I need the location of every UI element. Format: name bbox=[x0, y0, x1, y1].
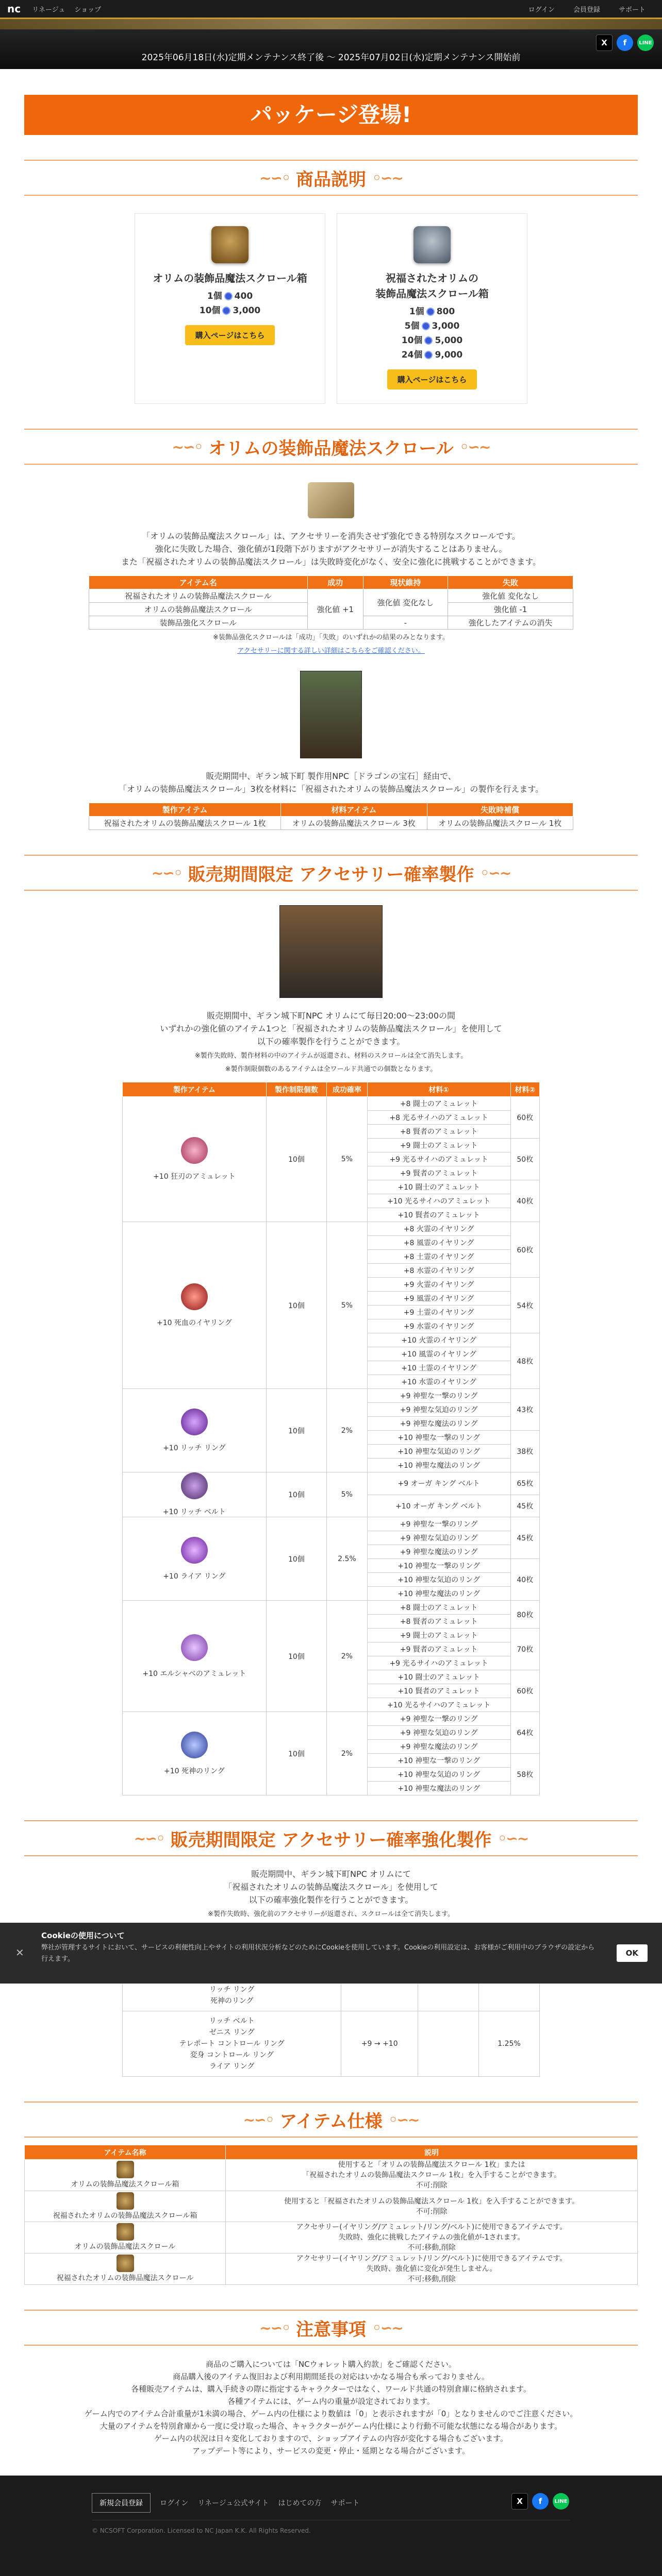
material-cell: +10 神聖な一撃のリング bbox=[367, 1431, 510, 1445]
column-header: 製作制限個数 bbox=[266, 1082, 326, 1097]
material-cell: +9 神聖な気迫のリング bbox=[367, 1726, 510, 1740]
column-header: 製作アイテム bbox=[89, 803, 281, 817]
material-cell: +8 闘士のアミュレット bbox=[367, 1097, 510, 1111]
scroll-count-cell: 43枚 bbox=[510, 1389, 539, 1431]
table-row bbox=[25, 2222, 638, 2253]
footer-beginner-link[interactable]: はじめての方 bbox=[278, 2499, 322, 2507]
material-cell: +9 風霊のイヤリング bbox=[367, 1292, 510, 1306]
limit-cell: 10個 bbox=[266, 1097, 326, 1222]
rate-cell: 5% bbox=[327, 1222, 368, 1389]
scroll-count-cell: 70枚 bbox=[510, 1629, 539, 1670]
section-title-prob-enhance: ~∽◦ 販売期間限定 アクセサリー確率強化製作 ◦∽~ bbox=[24, 1820, 638, 1856]
coin-icon bbox=[222, 307, 230, 315]
rate-cell: 2% bbox=[327, 1601, 368, 1712]
table-row bbox=[25, 2160, 638, 2191]
table-row bbox=[123, 1097, 540, 1111]
cell: オリムの装飾品魔法スクロール 3枚 bbox=[281, 817, 427, 830]
accessory-detail-link[interactable]: アクセサリーに関する詳しい詳細はこちらをご確認ください。 bbox=[237, 647, 425, 655]
product-box bbox=[135, 213, 325, 404]
cookie-title: Cookieの使用について bbox=[41, 1931, 125, 1940]
material-cell: +9 光るサイハのアミュレット bbox=[367, 1153, 510, 1166]
scroll-count-cell: 58枚 bbox=[510, 1754, 539, 1795]
material-cell: +9 火霊のイヤリング bbox=[367, 1278, 510, 1292]
item-desc-cell: アクセサリー(イヤリング/アミュレット/リング/ベルト)に使用できるアイテムです。 失敗時、強化値に変化が発生しません。 不可:移動,削除 bbox=[226, 2253, 638, 2285]
product-name: 祝福されたオリムの 装飾品魔法スクロール箱 bbox=[375, 272, 489, 300]
cell: 強化値 -1 bbox=[448, 603, 573, 616]
nc-logo[interactable]: nc bbox=[7, 3, 21, 15]
prob-enhance-description: 販売期間中、ギラン城下町NPC オリムにて 「祝福されたオリムの装飾品魔法スクロール」を使用して 以下の確率強化製作を行うことができます。 bbox=[224, 1869, 438, 1905]
nav-link-shop[interactable]: ショップ bbox=[74, 6, 102, 14]
column-header: 材料② bbox=[510, 1082, 539, 1097]
table-row bbox=[123, 1472, 540, 1495]
scroll-description: 「オリムの装飾品魔法スクロール」は、アクセサリーを消失させず強化できる特別なスクロールです。 強化に失敗した場合、強化値が1段階下がりますがアクセサリーが消失することはありません。 また「祝福されたオリムの装飾品魔法スクロール」は失敗時変化がなく、安全に強化に挑戦することができます。 bbox=[121, 531, 541, 567]
cell: - bbox=[363, 616, 448, 630]
scroll-count-cell: 48枚 bbox=[510, 1333, 539, 1389]
scroll-count-cell: 40枚 bbox=[510, 1180, 539, 1222]
material-cell: +8 闘士のアミュレット bbox=[367, 1601, 510, 1615]
cell: 強化値 変化なし bbox=[448, 589, 573, 603]
product-box bbox=[337, 213, 527, 404]
material-cell: +10 オーガ キング ベルト bbox=[367, 1495, 510, 1517]
prob-craft-description: 販売期間中、ギラン城下町NPC オリムにて毎日20:00～23:00の間 いずれかの強化値のアイテム1つと「祝福されたオリムの装飾品魔法スクロール」を使用して 以下の確率製作を行うことができます。 bbox=[160, 1011, 502, 1046]
material-cell: +10 賢者のアミュレット bbox=[367, 1684, 510, 1698]
price-list: 1個 400 10個 3,000 bbox=[199, 291, 261, 316]
material-cell: +10 神聖な気迫のリング bbox=[367, 1445, 510, 1459]
material-cell: +8 土霊のイヤリング bbox=[367, 1250, 510, 1264]
target-items-cell: リッチ リング 死神のリング bbox=[123, 1946, 341, 2011]
close-icon[interactable]: ✕ bbox=[15, 1946, 24, 1959]
material-cell: +10 風霊のイヤリング bbox=[367, 1347, 510, 1361]
craft-description: 販売期間中、ギラン城下町 製作用NPC［ドラゴンの宝石］経由で、 「オリムの装飾品魔法スクロール」3枚を材料に「祝福されたオリムの装飾品魔法スクロール」の製作を行えます。 bbox=[118, 771, 544, 794]
column-header: アイテム名称 bbox=[25, 2145, 226, 2160]
note-item: アップデート等により、サービスの変更・停止・延期となる場合がございます。 bbox=[192, 2446, 470, 2455]
cell: オリムの装飾品魔法スクロール bbox=[89, 603, 308, 616]
material-cell: +9 神聖な魔法のリング bbox=[367, 1545, 510, 1559]
enhance-result-table bbox=[89, 575, 573, 630]
scroll-count-cell: 60枚 bbox=[510, 1097, 539, 1139]
material-cell: +10 神聖な一撃のリング bbox=[367, 1754, 510, 1768]
olim-npc-screenshot bbox=[279, 905, 383, 998]
maintenance-banner bbox=[0, 18, 662, 69]
table-row bbox=[123, 2011, 540, 2077]
scroll-count-cell: 54枚 bbox=[510, 1278, 539, 1333]
table-row bbox=[123, 1389, 540, 1403]
cell: 強化値 変化なし bbox=[363, 589, 448, 616]
material-cell: +10 賢者のアミュレット bbox=[367, 1208, 510, 1222]
material-cell: +9 水霊のイヤリング bbox=[367, 1319, 510, 1333]
material-cell: +10 神聖な魔法のリング bbox=[367, 1587, 510, 1601]
material-cell: +9 神聖な一撃のリング bbox=[367, 1712, 510, 1726]
table-row bbox=[123, 1601, 540, 1615]
column-header: 成功確率 bbox=[327, 1082, 368, 1097]
copyright: © NCSOFT Corporation. Licensed to NC Japan K.K. All Rights Reserved. bbox=[92, 2527, 311, 2534]
material-cell: +10 神聖な気迫のリング bbox=[367, 1573, 510, 1587]
item-icon bbox=[181, 1283, 208, 1310]
item-icon bbox=[117, 2223, 134, 2241]
material-cell: +9 神聖な一撃のリング bbox=[367, 1517, 510, 1531]
limit-cell: 10個 bbox=[266, 1472, 326, 1517]
scroll-count-cell: 50枚 bbox=[510, 1139, 539, 1180]
cell: 装飾品強化スクロール bbox=[89, 616, 308, 630]
rate-cell: 5% bbox=[327, 1097, 368, 1222]
material-cell: +10 神聖な魔法のリング bbox=[367, 1459, 510, 1472]
price-list: 1個 800 5個 3,000 10個 5,000 24個 9,000 bbox=[401, 307, 463, 360]
section-title-scroll: ~∽◦ オリムの装飾品魔法スクロール ◦∽~ bbox=[24, 429, 638, 465]
prob-craft-table bbox=[122, 1082, 540, 1795]
cell: 祝福されたオリムの装飾品魔法スクロール 1枚 bbox=[89, 817, 281, 830]
material-cell: +10 光るサイハのアミュレット bbox=[367, 1194, 510, 1208]
section-title-prob-craft: ~∽◦ 販売期間限定 アクセサリー確率製作 ◦∽~ bbox=[24, 855, 638, 891]
scroll-image bbox=[308, 482, 354, 518]
material-cell: +9 オーガ キング ベルト bbox=[367, 1472, 510, 1495]
t1-note: ※装飾品強化スクロールは「成功」「失敗」のいずれかの結果のみとなります。 bbox=[212, 634, 450, 641]
table-row bbox=[123, 1222, 540, 1236]
limit-cell: 10個 bbox=[266, 1517, 326, 1601]
item-icon bbox=[181, 1537, 208, 1564]
material-cell: +9 神聖な気迫のリング bbox=[367, 1403, 510, 1417]
item-icon bbox=[181, 1732, 208, 1758]
target-items-cell: リッチ ベルト ゼニス リング テレポート コントロール リング 変身 コントロール リング ライア リング bbox=[123, 2011, 341, 2077]
column-header: 現状維持 bbox=[363, 576, 448, 589]
material-cell: +10 神聖な一撃のリング bbox=[367, 1559, 510, 1573]
note-item: ゲーム内でのアイテム合計重量が1未満の場合、ゲーム内の仕様により数値は「0」と表示されますが「0」となりませんのでご注意ください。 bbox=[84, 2409, 578, 2418]
product-boxes bbox=[24, 213, 638, 404]
cell: 強化したアイテムの消失 bbox=[448, 616, 573, 630]
login-link[interactable]: ログイン bbox=[528, 6, 555, 14]
item-name-cell: 祝福されたオリムの装飾品魔法スクロール箱 bbox=[25, 2191, 226, 2222]
craft-item-cell: +10 リッチ リング bbox=[123, 1389, 267, 1472]
facebook-share-icon[interactable]: f bbox=[617, 35, 633, 51]
nav-link-lineage[interactable]: リネージュ bbox=[32, 6, 65, 14]
craft-item-cell: +10 死血のイヤリング bbox=[123, 1222, 267, 1389]
prob-enhance-note: ※製作失敗時、強化前のアクセサリーが返還され、スクロールは全て消失します。 bbox=[208, 1910, 454, 1918]
share-buttons bbox=[596, 35, 654, 51]
column-header: 失敗時補償 bbox=[427, 803, 573, 817]
column-header: 失敗 bbox=[448, 576, 573, 589]
table-row bbox=[25, 2253, 638, 2285]
buy-button[interactable]: 購入ページはこちら bbox=[387, 369, 477, 389]
note-item: 大量のアイテムを特別倉庫から一度に受け取った場合、キャラクターがゲーム内仕様により行動不可能な状態になる場合があります。 bbox=[100, 2421, 562, 2431]
buy-button[interactable]: 購入ページはこちら bbox=[185, 325, 275, 345]
scroll-count-cell: 45枚 bbox=[510, 1495, 539, 1517]
scroll-count-cell: 65枚 bbox=[510, 1472, 539, 1495]
item-icon bbox=[117, 2255, 134, 2272]
note-item: 商品購入後のアイテム復旧および利用期間延長の対応はいかなる場合も承っておりません。 bbox=[173, 2372, 489, 2381]
support-link[interactable]: サポート bbox=[618, 6, 646, 14]
item-icon bbox=[117, 2192, 134, 2210]
coin-icon bbox=[224, 292, 233, 300]
scroll-count-cell: 64枚 bbox=[510, 1712, 539, 1754]
rate-cell: 2% bbox=[327, 1712, 368, 1795]
material-cell: +10 闘士のアミュレット bbox=[367, 1180, 510, 1194]
npc-screenshot bbox=[300, 671, 362, 758]
item-icon bbox=[117, 2161, 134, 2178]
item-desc-cell: アクセサリー(イヤリング/アミュレット/リング/ベルト)に使用できるアイテムです。 失敗時、強化に挑戦したアイテムの強化値が-1されます。 不可:移動,削除 bbox=[226, 2222, 638, 2253]
box-icon bbox=[413, 226, 451, 263]
cell: 強化値 +1 bbox=[307, 589, 363, 630]
prob-craft-note-1: ※製作失敗時、製作材料の中のアイテムが返還され、材料のスクロールは全て消失します。 bbox=[194, 1052, 468, 1060]
top-nav bbox=[0, 0, 662, 18]
line-share-icon[interactable]: LINE bbox=[637, 35, 654, 51]
footer-x-icon[interactable]: X bbox=[511, 2493, 528, 2510]
column-header: 説明 bbox=[226, 2145, 638, 2160]
material-cell: +9 闘士のアミュレット bbox=[367, 1139, 510, 1153]
enhance-value-cell: +9 → +10 bbox=[341, 2011, 418, 2077]
cell: オリムの装飾品魔法スクロール 1枚 bbox=[427, 817, 573, 830]
craft-item-cell: +10 ライア リング bbox=[123, 1517, 267, 1601]
table-row bbox=[25, 2191, 638, 2222]
cell: 祝福されたオリムの装飾品魔法スクロール bbox=[89, 589, 308, 603]
craft-item-cell: +10 リッチ ベルト bbox=[123, 1472, 267, 1517]
material-cell: +10 水霊のイヤリング bbox=[367, 1375, 510, 1389]
item-desc-cell: 使用すると「祝福されたオリムの装飾品魔法スクロール 1枚」を入手することができます。 不可:削除 bbox=[226, 2191, 638, 2222]
material-cell: +9 土霊のイヤリング bbox=[367, 1306, 510, 1319]
footer-login-link[interactable]: ログイン bbox=[160, 2499, 189, 2507]
item-icon bbox=[181, 1472, 208, 1499]
item-desc-cell: 使用すると「オリムの装飾品魔法スクロール 1枚」または 「祝福されたオリムの装飾品魔法スクロール 1枚」を入手することができます。 不可:削除 bbox=[226, 2160, 638, 2191]
coin-icon bbox=[424, 351, 433, 359]
limit-cell: 10個 bbox=[266, 1222, 326, 1389]
sale-period-text: 2025年06月18日(水)定期メンテナンス終了後 ～ 2025年07月02日(水)定期メンテナンス開始前 bbox=[141, 53, 521, 63]
footer-support-link[interactable]: サポート bbox=[330, 2499, 360, 2507]
rate-cell: 2% bbox=[327, 1389, 368, 1472]
footer-line-icon[interactable]: LINE bbox=[553, 2493, 569, 2510]
cookie-ok-button[interactable]: OK bbox=[617, 1944, 648, 1962]
coin-icon bbox=[424, 336, 433, 345]
register-link[interactable]: 会員登録 bbox=[573, 6, 600, 14]
note-item: 商品のご購入については「NCウォレット購入約款」をご確認ください。 bbox=[206, 2360, 456, 2369]
cookie-banner bbox=[0, 1923, 662, 1984]
item-icon bbox=[181, 1137, 208, 1164]
material-cell: +9 賢者のアミュレット bbox=[367, 1166, 510, 1180]
rate-cell: 5% bbox=[327, 1472, 368, 1517]
column-header: 成功 bbox=[307, 576, 363, 589]
material-cell: +9 神聖な気迫のリング bbox=[367, 1531, 510, 1545]
rate-cell: 2.5% bbox=[327, 1517, 368, 1601]
scroll-count-cell: 40枚 bbox=[510, 1559, 539, 1601]
coin-icon bbox=[426, 308, 435, 316]
material-cell: +9 神聖な魔法のリング bbox=[367, 1417, 510, 1431]
product-name: オリムの装飾品魔法スクロール箱 bbox=[153, 272, 307, 284]
hero-title: パッケージ登場! bbox=[24, 95, 638, 135]
material-cell: +9 神聖な一撃のリング bbox=[367, 1389, 510, 1403]
craft-table bbox=[89, 803, 573, 830]
column-header: 材料アイテム bbox=[281, 803, 427, 817]
x-share-icon[interactable]: X bbox=[596, 35, 613, 51]
box-icon bbox=[211, 226, 249, 263]
column-header: アイテム名 bbox=[89, 576, 308, 589]
cookie-text: 弊社が管理するサイトにおいて、サービスの利便性向上やサイトの利用状況分析などのためにCookieを使用しています。Cookieの利用設定は、お客様がご利用中のブラウザの設定から行えます。 bbox=[41, 1944, 595, 1963]
material-cell: +10 土霊のイヤリング bbox=[367, 1361, 510, 1375]
scroll-count-cell: 80枚 bbox=[510, 1601, 539, 1629]
scroll-count-cell: 38枚 bbox=[510, 1431, 539, 1472]
craft-item-cell: +10 狂刃のアミュレット bbox=[123, 1097, 267, 1222]
material-cell: +10 神聖な気迫のリング bbox=[367, 1768, 510, 1782]
material-cell: +10 火霊のイヤリング bbox=[367, 1333, 510, 1347]
material-cell: +10 光るサイハのアミュレット bbox=[367, 1698, 510, 1712]
material-cell: +8 火霊のイヤリング bbox=[367, 1222, 510, 1236]
rate-cell: 1.25% bbox=[479, 2011, 540, 2077]
scroll-count-cell: 60枚 bbox=[510, 1670, 539, 1712]
item-icon bbox=[181, 1634, 208, 1661]
section-title-notes: ~∽◦ 注意事項 ◦∽~ bbox=[24, 2310, 638, 2346]
material-cell: +9 闘士のアミュレット bbox=[367, 1629, 510, 1642]
footer-official-link[interactable]: リネージュ公式サイト bbox=[197, 2499, 269, 2507]
scroll-count-cell: 45枚 bbox=[510, 1517, 539, 1559]
craft-item-cell: +10 エルシャベのアミュレット bbox=[123, 1601, 267, 1712]
craft-item-cell: +10 死神のリング bbox=[123, 1712, 267, 1795]
prob-craft-note-2: ※製作制限個数のあるアイテムは全ワールド共通での個数となります。 bbox=[225, 1065, 437, 1073]
note-item: 各種販売アイテムは、購入手続きの際に指定するキャラクターではなく、ワールド共通の特別倉庫に格納されます。 bbox=[131, 2384, 531, 2394]
material-cell: +8 光るサイハのアミュレット bbox=[367, 1111, 510, 1125]
limit-cell: 10個 bbox=[266, 1389, 326, 1472]
item-name-cell: 祝福されたオリムの装飾品魔法スクロール bbox=[25, 2253, 226, 2285]
material-cell: +8 水霊のイヤリング bbox=[367, 1264, 510, 1278]
limit-cell: 10個 bbox=[266, 1601, 326, 1712]
material-cell: +8 賢者のアミュレット bbox=[367, 1125, 510, 1139]
note-item: ゲーム内の状況は日々変化しておりますので、ショップアイテムの内容が変化する場合もございます。 bbox=[154, 2434, 508, 2443]
footer-facebook-icon[interactable]: f bbox=[532, 2493, 549, 2510]
coin-icon bbox=[422, 322, 430, 330]
item-name-cell: オリムの装飾品魔法スクロール箱 bbox=[25, 2160, 226, 2191]
limit-cell: 10個 bbox=[266, 1712, 326, 1795]
column-header: 材料① bbox=[367, 1082, 510, 1097]
material-cell: +9 光るサイハのアミュレット bbox=[367, 1656, 510, 1670]
table-row bbox=[123, 1517, 540, 1531]
footer bbox=[0, 2476, 662, 2576]
note-item: 各種アイテムには、ゲーム内の重量が設定されております。 bbox=[227, 2397, 435, 2406]
material-cell: +9 賢者のアミュレット bbox=[367, 1642, 510, 1656]
item-spec-table bbox=[24, 2145, 638, 2285]
notes-list bbox=[24, 2358, 638, 2457]
scroll-count-cell: 60枚 bbox=[510, 1222, 539, 1278]
table-row bbox=[123, 1712, 540, 1726]
section-title-products: ~∽◦ 商品説明 ◦∽~ bbox=[24, 160, 638, 196]
section-title-spec: ~∽◦ アイテム仕様 ◦∽~ bbox=[24, 2102, 638, 2138]
material-cell: +9 神聖な魔法のリング bbox=[367, 1740, 510, 1754]
footer-register-button[interactable]: 新規会員登録 bbox=[92, 2493, 151, 2513]
material-cell: +8 風霊のイヤリング bbox=[367, 1236, 510, 1250]
item-name-cell: オリムの装飾品魔法スクロール bbox=[25, 2222, 226, 2253]
material-cell: +8 賢者のアミュレット bbox=[367, 1615, 510, 1629]
required-count-cell bbox=[418, 2011, 479, 2077]
material-cell: +10 神聖な魔法のリング bbox=[367, 1782, 510, 1795]
item-icon bbox=[181, 1409, 208, 1435]
column-header: 製作アイテム bbox=[123, 1082, 267, 1097]
material-cell: +10 闘士のアミュレット bbox=[367, 1670, 510, 1684]
banner-decoration bbox=[0, 19, 662, 29]
